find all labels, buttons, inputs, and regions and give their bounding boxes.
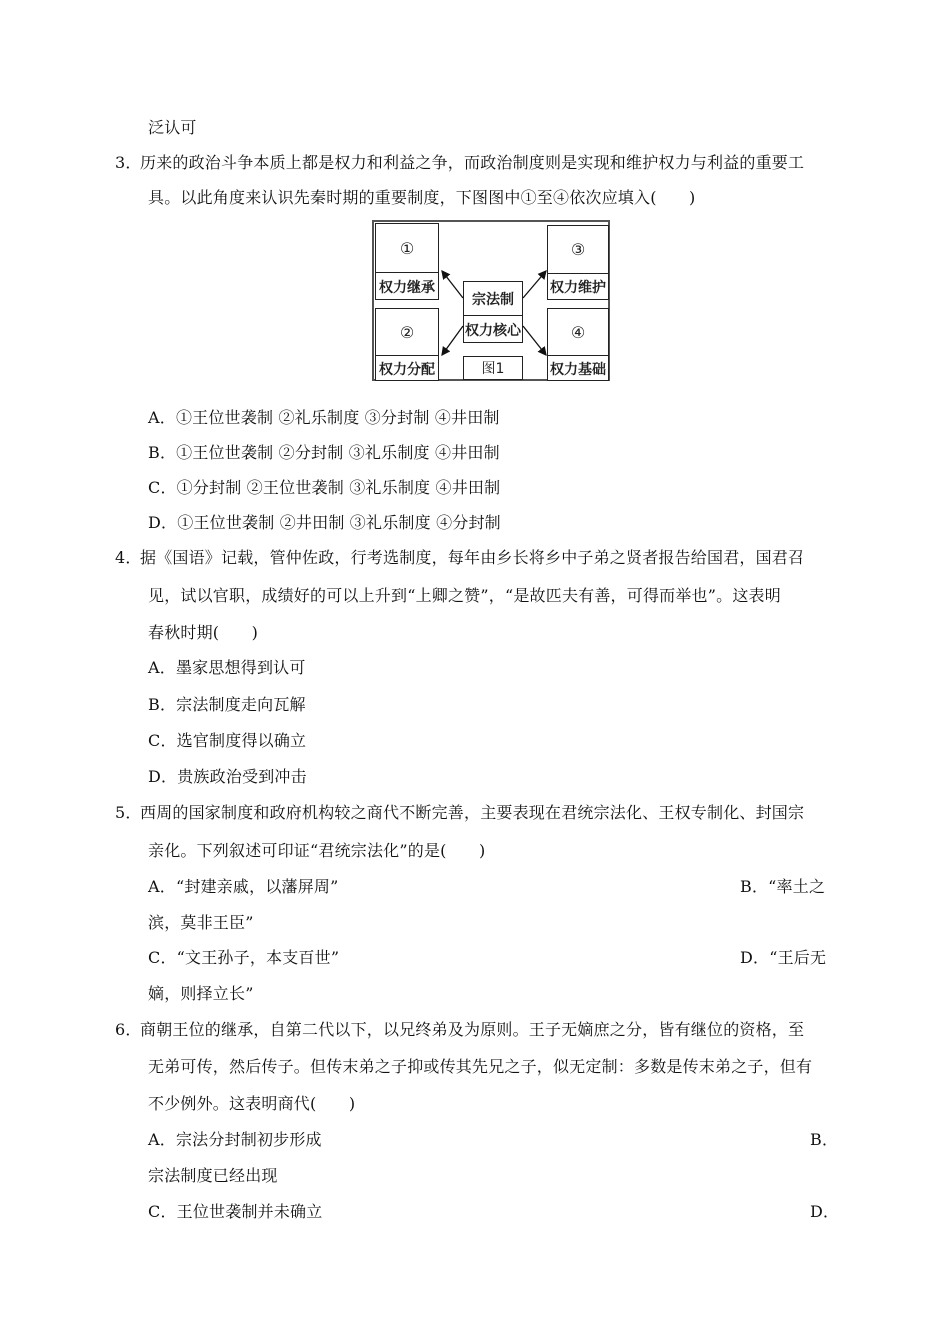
answer-option-d[interactable]: D．贵族政治受到冲击 [148, 767, 307, 786]
figure-caption: 图1 [481, 361, 505, 377]
question-stem-line: 具。以此角度来认识先秦时期的重要制度，下图图中①至④依次应填入( ) [148, 188, 696, 207]
answer-option-c[interactable]: C．王位世袭制并未确立 [148, 1202, 323, 1221]
question-stem-line: 历来的政治斗争本质上都是权力和利益之争，而政治制度则是实现和维护权力与利益的重要工 [140, 153, 805, 172]
question-stem-line: 亲化。下列叙述可印证“君统宗法化”的是( ) [148, 841, 486, 860]
diagram-box-3 [547, 225, 609, 300]
question-number: 6． [115, 1020, 142, 1039]
question-stem-line: 西周的国家制度和政府机构较之商代不断完善，主要表现在君统宗法化、王权专制化、封国宗 [140, 803, 805, 822]
figure-1-diagram [372, 220, 610, 381]
diagram-box-2 [375, 308, 439, 381]
answer-option-c[interactable]: C．“文王孙子，本支百世” [148, 948, 340, 967]
question-number: 4． [115, 548, 142, 567]
figure-caption-box [463, 356, 523, 380]
answer-option-b[interactable]: B．“率土之 [740, 877, 826, 896]
answer-option-d[interactable]: D． [810, 1202, 840, 1221]
continuation-text: 泛认可 [148, 118, 197, 137]
answer-option-d-continuation[interactable]: 嫡，则择立长” [148, 984, 254, 1003]
question-number: 5． [115, 803, 142, 822]
center-subtitle: 权力核心 [464, 315, 522, 343]
diagram-label: 权力维护 [548, 273, 608, 300]
answer-option-d[interactable]: D．①王位世袭制 ②井田制 ③礼乐制度 ④分封制 [148, 513, 501, 532]
answer-option-d[interactable]: D．“王后无 [740, 948, 827, 967]
answer-option-c[interactable]: C．选官制度得以确立 [148, 731, 307, 750]
center-title: 宗法制 [472, 291, 514, 308]
question-stem-line: 无弟可传，然后传子。但传末弟之子抑或传其先兄之子，似无定制：多数是传末弟之子，但有 [148, 1057, 813, 1076]
placeholder-number: ② [399, 322, 415, 342]
diagram-label: 权力继承 [376, 272, 438, 300]
answer-option-b-continuation[interactable]: 宗法制度已经出现 [148, 1166, 278, 1185]
question-number: 3． [115, 153, 142, 172]
answer-option-b[interactable]: B．①王位世袭制 ②分封制 ③礼乐制度 ④井田制 [148, 443, 500, 462]
placeholder-number: ① [399, 238, 415, 258]
answer-option-a[interactable]: A．“封建亲戚，以藩屏周” [148, 877, 339, 896]
answer-option-c[interactable]: C．①分封制 ②王位世袭制 ③礼乐制度 ④井田制 [148, 478, 501, 497]
answer-option-a[interactable]: A．宗法分封制初步形成 [148, 1130, 322, 1149]
question-stem-line: 据《国语》记载，管仲佐政，行考选制度，每年由乡长将乡中子弟之贤者报告给国君，国君召 [140, 548, 805, 567]
question-stem-line: 不少例外。这表明商代( ) [148, 1094, 356, 1113]
placeholder-number: ④ [570, 322, 586, 342]
diagram-box-1 [375, 223, 439, 300]
answer-option-b[interactable]: B． [810, 1130, 839, 1149]
answer-option-a[interactable]: A．墨家思想得到认可 [148, 658, 306, 677]
answer-option-b-continuation[interactable]: 滨，莫非王臣” [148, 913, 254, 932]
diagram-center-box [463, 281, 523, 343]
answer-option-b[interactable]: B．宗法制度走向瓦解 [148, 695, 306, 714]
placeholder-number: ③ [570, 240, 586, 259]
diagram-label: 权力分配 [376, 355, 438, 381]
question-stem-line: 商朝王位的继承，自第二代以下，以兄终弟及为原则。王子无嫡庶之分，皆有继位的资格，至 [140, 1020, 805, 1039]
diagram-box-4 [547, 308, 609, 381]
question-stem-line: 春秋时期( ) [148, 623, 259, 642]
answer-option-a[interactable]: A．①王位世袭制 ②礼乐制度 ③分封制 ④井田制 [148, 408, 500, 427]
question-stem-line: 见，试以官职，成绩好的可以上升到“上卿之赞”，“是故匹夫有善，可得而举也”。这表明 [148, 586, 781, 605]
diagram-label: 权力基础 [548, 355, 608, 381]
